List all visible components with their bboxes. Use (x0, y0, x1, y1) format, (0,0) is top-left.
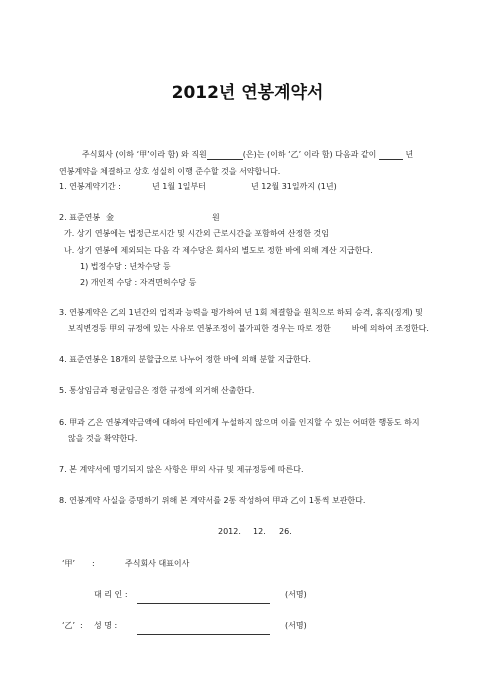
party-a-label: ‘甲’ (62, 559, 76, 568)
section-3-text-a: 보직변경등 甲의 규정에 있는 사유로 연봉조정이 불가피한 경우는 따로 정한 (68, 324, 331, 333)
party-b-label: ‘乙’ (62, 621, 76, 630)
party-b-name-label: 성 명 : (94, 621, 118, 630)
section-2-ga: 가. 상기 연봉에는 법정근로시간 및 시간외 근로시간을 포함하여 산정한 것임 (64, 229, 329, 238)
date-year: 2012. (218, 527, 241, 536)
section-2-sub-1: 1) 법정수당 : 년차수당 등 (80, 262, 171, 271)
contract-end: 년 12월 31일까지 (1년) (251, 182, 337, 191)
year-blank[interactable] (379, 150, 403, 160)
party-b-signature-line[interactable] (137, 634, 270, 635)
section-6-line-1: 6. 甲과 乙은 연봉계약금액에 대하여 타인에게 누설하지 않으며 이를 인지할 수 있는 어떠한 행동도 하지 (59, 418, 420, 427)
section-6-line-2: 않을 것을 확약한다. (68, 434, 138, 443)
intro-line-1 (82, 150, 413, 160)
section-7: 7. 본 계약서에 명기되지 않은 사항은 甲의 사규 및 제규정등에 따른다. (59, 465, 304, 474)
party-a-colon: : (92, 559, 95, 568)
party-a-company: 주식회사 대표이사 (125, 559, 190, 568)
party-b-seal: (서명) (285, 621, 307, 630)
section-3-text-b: 바에 의하여 조정한다. (351, 324, 429, 333)
section-4: 4. 표준연봉은 18개의 분할급으로 나누어 정한 바에 의해 분할 지급한다. (59, 355, 311, 364)
currency-mark: 金 (106, 213, 114, 222)
intro-line-2: 연봉계약을 체결하고 상호 성실히 이행 준수할 것을 서약합니다. (59, 167, 281, 176)
section-8: 8. 연봉계약 사실을 증명하기 위해 본 계약서를 2통 작성하여 甲과 乙이 1통씩 보관한다. (59, 496, 366, 505)
intro-text-c: 년 (405, 150, 414, 159)
agent-signature-line[interactable] (137, 603, 270, 604)
section-2-label: 2. 표준연봉 (59, 213, 101, 222)
party-b-colon: : (80, 621, 83, 630)
agent-label: 대 리 인 : (94, 590, 128, 599)
intro-text-b: (은)는 (이하 ‘乙’ 이라 함) 다음과 같이 (242, 150, 377, 159)
party-a-seal: (서명) (285, 590, 307, 599)
section-5: 5. 통상임금과 평균임금은 정한 규정에 의거해 산출한다. (59, 386, 255, 395)
date-day: 26. (279, 527, 292, 536)
section-3-line-2 (68, 324, 429, 334)
employee-name-blank[interactable] (207, 150, 243, 160)
intro-text-a: 주식회사 (이하 ‘甲’이라 함) 와 직원 (82, 150, 207, 159)
section-1-label: 1. 연봉계약기간 : (59, 182, 121, 191)
won-unit: 원 (212, 213, 220, 222)
contract-start: 년 1월 1일부터 (152, 182, 206, 191)
section-2-na: 나. 상기 연봉에 제외되는 다음 각 제수당은 회사의 별도로 정한 바에 의해 계산 지급한다. (64, 246, 373, 255)
document-title: 2012년 연봉계약서 (171, 83, 324, 103)
section-2-sub-2: 2) 개인적 수당 : 자격면허수당 등 (80, 278, 197, 287)
section-3-line-1: 3. 연봉계약은 乙의 1년간의 업적과 능력을 평가하여 년 1회 체결함을 원칙으로 하되 승격, 휴직(징계) 및 (59, 308, 423, 317)
date-month: 12. (253, 527, 266, 536)
